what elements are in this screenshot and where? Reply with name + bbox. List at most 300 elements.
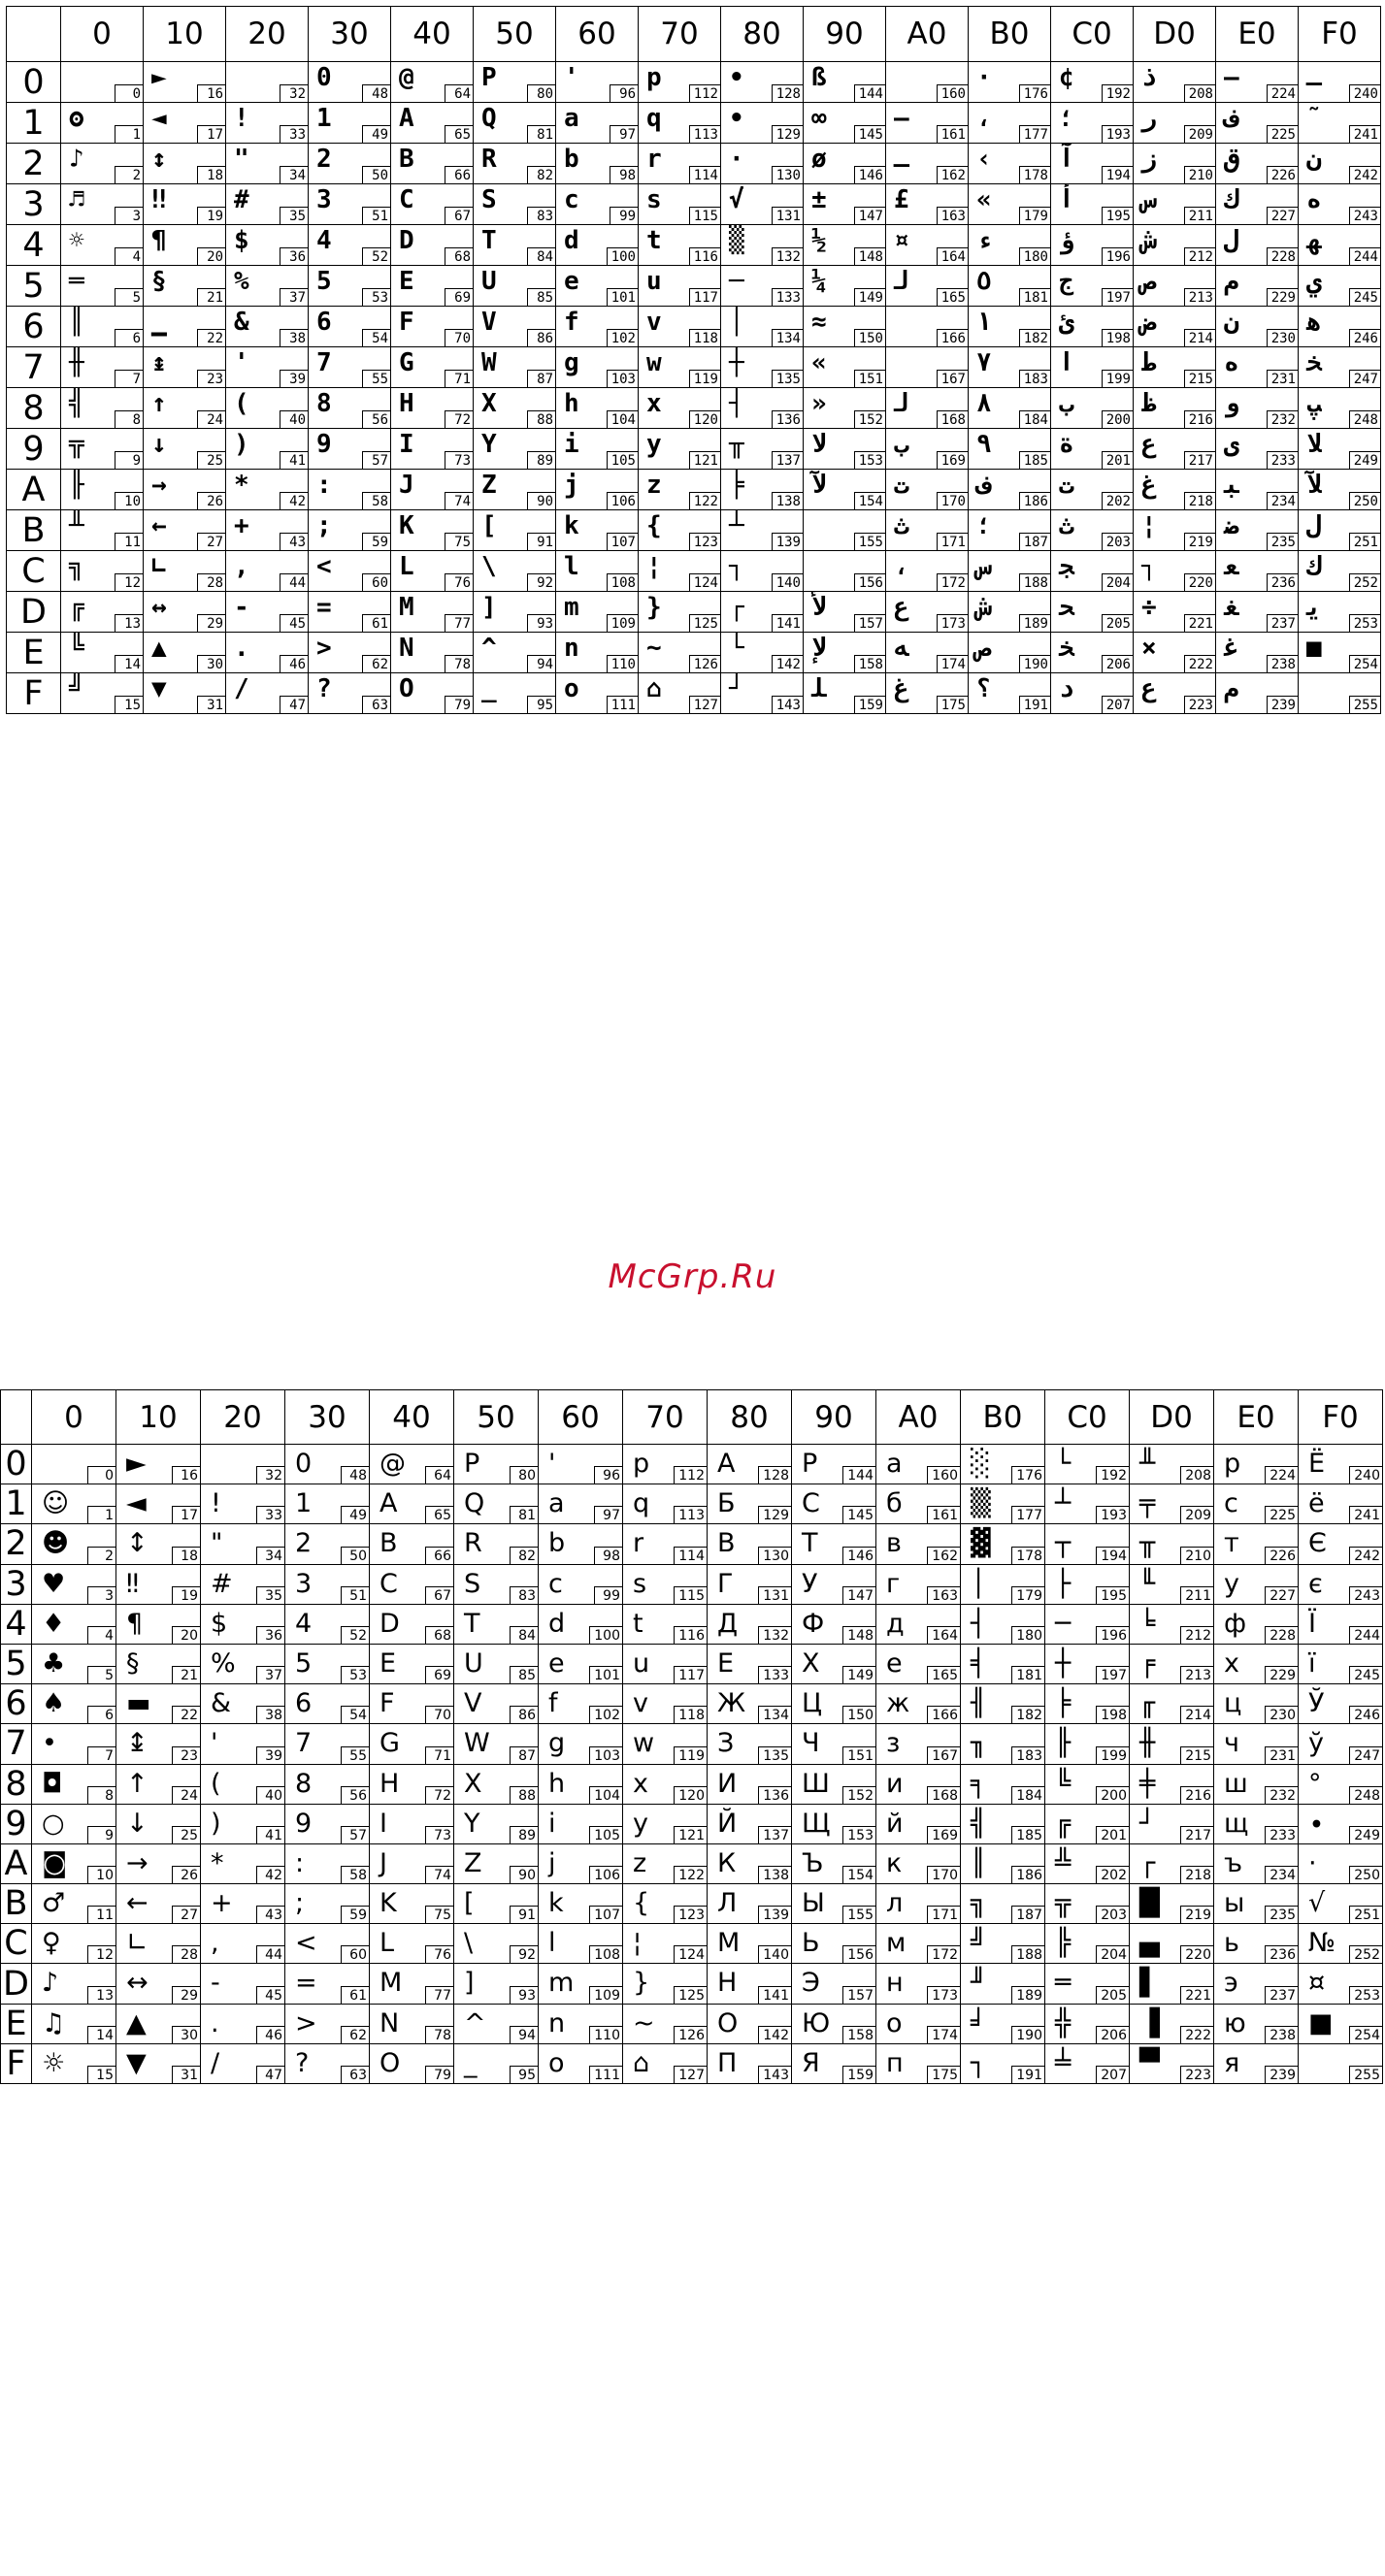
column-header: C0 bbox=[1045, 1390, 1130, 1445]
decimal-code: 223 bbox=[1180, 2066, 1213, 2083]
decimal-code: 138 bbox=[758, 1866, 791, 1883]
decimal-code: 177 bbox=[1019, 125, 1050, 143]
decimal-code: 45 bbox=[280, 614, 308, 632]
char-cell bbox=[969, 551, 1051, 592]
char-cell bbox=[474, 347, 556, 388]
char-cell bbox=[639, 347, 721, 388]
char-cell bbox=[961, 1804, 1045, 1843]
char-cell bbox=[370, 1884, 454, 1924]
glyph: ﺨ bbox=[1059, 634, 1074, 663]
decimal-code: 69 bbox=[445, 288, 473, 306]
row-header: 9 bbox=[7, 429, 61, 470]
decimal-code: 196 bbox=[1096, 1626, 1129, 1644]
char-cell bbox=[32, 1604, 116, 1644]
char-cell bbox=[804, 673, 886, 714]
char-cell bbox=[474, 673, 556, 714]
char-cell bbox=[1299, 551, 1381, 592]
char-cell bbox=[1214, 1884, 1299, 1924]
glyph: Д bbox=[717, 1608, 739, 1639]
glyph: ف bbox=[976, 471, 992, 500]
decimal-code: 205 bbox=[1102, 614, 1133, 632]
decimal-code: 253 bbox=[1349, 1986, 1382, 2004]
glyph: ё bbox=[1308, 1488, 1325, 1519]
decimal-code: 181 bbox=[1011, 1666, 1044, 1683]
decimal-code: 32 bbox=[280, 84, 308, 102]
glyph: ' bbox=[548, 1449, 556, 1479]
decimal-code: 162 bbox=[927, 1547, 960, 1564]
decimal-code: 116 bbox=[689, 247, 720, 265]
glyph: ╧ bbox=[1055, 2047, 1072, 2078]
glyph: غ bbox=[1141, 471, 1157, 500]
decimal-code: 233 bbox=[1265, 1826, 1298, 1843]
decimal-code: 170 bbox=[937, 492, 968, 509]
char-cell bbox=[886, 673, 969, 714]
decimal-code: 31 bbox=[172, 2066, 200, 2083]
glyph: I bbox=[399, 430, 414, 459]
decimal-code: 16 bbox=[197, 84, 225, 102]
char-cell bbox=[556, 388, 639, 429]
decimal-code: 229 bbox=[1267, 288, 1298, 306]
char-cell bbox=[539, 1843, 623, 1883]
decimal-code: 185 bbox=[1019, 451, 1050, 469]
row-header: E bbox=[7, 633, 61, 673]
glyph: ) bbox=[211, 1808, 221, 1839]
table-row bbox=[1, 2004, 1383, 2043]
char-cell bbox=[1299, 62, 1381, 103]
glyph: ▐ bbox=[1139, 2007, 1160, 2038]
decimal-code: 238 bbox=[1265, 2026, 1298, 2043]
char-cell bbox=[32, 1684, 116, 1724]
char-cell bbox=[539, 1604, 623, 1644]
decimal-code: 21 bbox=[197, 288, 225, 306]
decimal-code: 11 bbox=[115, 533, 143, 550]
glyph: l bbox=[564, 552, 579, 581]
glyph: ÷ bbox=[1141, 593, 1157, 622]
char-cell bbox=[804, 347, 886, 388]
decimal-code: 65 bbox=[445, 125, 473, 143]
char-cell bbox=[1214, 1644, 1299, 1683]
char-cell bbox=[623, 1924, 708, 1964]
char-cell bbox=[961, 2004, 1045, 2043]
glyph: ◙ bbox=[42, 1847, 68, 1878]
char-cell bbox=[1134, 551, 1216, 592]
decimal-code: 27 bbox=[172, 1906, 200, 1923]
column-header: 70 bbox=[623, 1390, 708, 1445]
glyph: B bbox=[399, 145, 414, 174]
char-cell bbox=[1214, 1604, 1299, 1644]
decimal-code: 255 bbox=[1349, 2066, 1382, 2083]
decimal-code: 109 bbox=[607, 614, 638, 632]
char-cell bbox=[539, 1924, 623, 1964]
char-cell bbox=[792, 1843, 876, 1883]
decimal-code: 243 bbox=[1349, 207, 1380, 224]
decimal-code: 12 bbox=[115, 573, 143, 591]
glyph: E bbox=[379, 1647, 397, 1679]
decimal-code: 57 bbox=[362, 451, 390, 469]
decimal-code: 225 bbox=[1265, 1506, 1298, 1523]
table-row bbox=[1, 1843, 1383, 1883]
char-cell bbox=[1051, 347, 1134, 388]
char-cell bbox=[1045, 1445, 1130, 1484]
column-header: B0 bbox=[969, 7, 1051, 62]
glyph: ┴ bbox=[1055, 1488, 1072, 1519]
char-cell bbox=[969, 144, 1051, 184]
decimal-code: 242 bbox=[1349, 166, 1380, 183]
decimal-code: 15 bbox=[87, 2066, 115, 2083]
decimal-code: 131 bbox=[758, 1586, 791, 1604]
decimal-code: 157 bbox=[842, 1986, 875, 2004]
char-cell bbox=[391, 592, 474, 633]
decimal-code: 30 bbox=[172, 2026, 200, 2043]
decimal-code: 201 bbox=[1102, 451, 1133, 469]
decimal-code: 202 bbox=[1102, 492, 1133, 509]
char-cell bbox=[721, 429, 804, 470]
decimal-code: 217 bbox=[1180, 1826, 1213, 1843]
glyph: № bbox=[1308, 1928, 1336, 1959]
glyph: ю bbox=[1224, 2007, 1246, 2038]
decimal-code: 46 bbox=[256, 2026, 284, 2043]
char-cell bbox=[144, 388, 226, 429]
char-cell bbox=[285, 1764, 370, 1804]
char-cell bbox=[1216, 592, 1299, 633]
decimal-code: 140 bbox=[758, 1945, 791, 1963]
table-row bbox=[1, 1924, 1383, 1964]
char-cell bbox=[1216, 144, 1299, 184]
decimal-code: 58 bbox=[362, 492, 390, 509]
char-cell bbox=[886, 266, 969, 307]
table-row bbox=[1, 1764, 1383, 1804]
char-cell bbox=[1299, 184, 1381, 225]
char-cell bbox=[309, 307, 391, 347]
decimal-code: 164 bbox=[937, 247, 968, 265]
decimal-code: 105 bbox=[589, 1826, 622, 1843]
char-cell bbox=[639, 62, 721, 103]
decimal-code: 29 bbox=[197, 614, 225, 632]
char-cell bbox=[309, 510, 391, 551]
decimal-code: 207 bbox=[1102, 696, 1133, 713]
glyph: █ bbox=[1139, 1888, 1160, 1919]
char-cell bbox=[792, 1804, 876, 1843]
row-header: 5 bbox=[1, 1644, 32, 1683]
glyph: ☺ bbox=[42, 1488, 70, 1519]
glyph: 0 bbox=[295, 1449, 313, 1479]
decimal-code: 50 bbox=[341, 1547, 369, 1564]
decimal-code: 159 bbox=[842, 2066, 875, 2083]
char-cell bbox=[116, 2004, 201, 2043]
char-cell bbox=[639, 510, 721, 551]
char-cell bbox=[1299, 510, 1381, 551]
glyph: Q bbox=[464, 1488, 485, 1519]
decimal-code: 60 bbox=[341, 1945, 369, 1963]
char-cell bbox=[886, 633, 969, 673]
glyph: 8 bbox=[316, 389, 332, 418]
decimal-code: 8 bbox=[87, 1786, 115, 1804]
char-cell bbox=[454, 1724, 539, 1764]
char-cell bbox=[32, 1445, 116, 1484]
glyph: q bbox=[646, 104, 662, 133]
glyph: ▒ bbox=[971, 1488, 991, 1519]
decimal-code: 29 bbox=[172, 1986, 200, 2004]
char-cell bbox=[961, 1445, 1045, 1484]
decimal-code: 42 bbox=[280, 492, 308, 509]
decimal-code: 5 bbox=[115, 288, 143, 306]
char-cell bbox=[370, 1964, 454, 2004]
char-cell bbox=[285, 1604, 370, 1644]
decimal-code: 211 bbox=[1184, 207, 1215, 224]
glyph: i bbox=[548, 1808, 556, 1839]
char-cell bbox=[1216, 633, 1299, 673]
glyph: ر bbox=[1141, 104, 1157, 133]
glyph: ! bbox=[234, 104, 249, 133]
decimal-code: 14 bbox=[87, 2026, 115, 2043]
decimal-code: 78 bbox=[445, 655, 473, 672]
char-cell bbox=[454, 1964, 539, 2004]
glyph: ﻼ bbox=[1306, 430, 1322, 459]
char-cell bbox=[721, 266, 804, 307]
decimal-code: 227 bbox=[1265, 1586, 1298, 1604]
char-cell bbox=[886, 551, 969, 592]
table-row bbox=[7, 347, 1381, 388]
decimal-code: 244 bbox=[1349, 247, 1380, 265]
decimal-code: 182 bbox=[1019, 329, 1050, 346]
decimal-code: 215 bbox=[1184, 370, 1215, 387]
glyph: ث bbox=[894, 511, 909, 540]
decimal-code: 47 bbox=[280, 696, 308, 713]
char-cell bbox=[1299, 1604, 1383, 1644]
glyph: ◄ bbox=[151, 104, 167, 133]
glyph: ش bbox=[1141, 226, 1157, 255]
decimal-code: 247 bbox=[1349, 1746, 1382, 1764]
decimal-code: 68 bbox=[445, 247, 473, 265]
decimal-code: 235 bbox=[1265, 1906, 1298, 1923]
glyph: ╜ bbox=[971, 1968, 987, 1999]
char-cell bbox=[969, 103, 1051, 144]
char-cell bbox=[623, 1964, 708, 2004]
glyph: U bbox=[464, 1647, 483, 1679]
glyph: Ъ bbox=[802, 1847, 824, 1878]
char-cell bbox=[391, 266, 474, 307]
char-cell bbox=[1299, 673, 1381, 714]
glyph: ╣ bbox=[971, 1808, 987, 1839]
glyph: { bbox=[646, 511, 662, 540]
char-cell bbox=[454, 1804, 539, 1843]
char-cell bbox=[226, 388, 309, 429]
column-header: 30 bbox=[309, 7, 391, 62]
glyph: ? bbox=[316, 674, 332, 703]
decimal-code: 153 bbox=[842, 1826, 875, 1843]
glyph: 7 bbox=[295, 1728, 313, 1759]
glyph: × bbox=[1141, 634, 1157, 663]
decimal-code: 84 bbox=[510, 1626, 538, 1644]
char-cell bbox=[969, 673, 1051, 714]
glyph: ) bbox=[234, 430, 249, 459]
char-cell bbox=[1299, 266, 1381, 307]
char-cell bbox=[876, 1804, 961, 1843]
char-cell bbox=[969, 62, 1051, 103]
decimal-code: 130 bbox=[772, 166, 803, 183]
char-cell bbox=[804, 633, 886, 673]
decimal-code: 228 bbox=[1265, 1626, 1298, 1644]
decimal-code: 195 bbox=[1102, 207, 1133, 224]
char-cell bbox=[639, 184, 721, 225]
decimal-code: 131 bbox=[772, 207, 803, 224]
glyph: ш bbox=[1224, 1768, 1248, 1799]
decimal-code: 244 bbox=[1349, 1626, 1382, 1644]
char-cell bbox=[32, 1884, 116, 1924]
glyph: ╪ bbox=[1139, 1768, 1156, 1799]
decimal-code: 24 bbox=[172, 1786, 200, 1804]
char-cell bbox=[556, 225, 639, 266]
char-cell bbox=[961, 1964, 1045, 2004]
glyph: ■ bbox=[1306, 634, 1322, 663]
glyph: k bbox=[564, 511, 579, 540]
char-cell bbox=[309, 347, 391, 388]
decimal-code: 225 bbox=[1267, 125, 1298, 143]
glyph: " bbox=[234, 145, 249, 174]
column-header: B0 bbox=[961, 1390, 1045, 1445]
char-cell bbox=[804, 225, 886, 266]
char-cell bbox=[1299, 1804, 1383, 1843]
char-cell bbox=[804, 184, 886, 225]
glyph: % bbox=[234, 267, 249, 296]
glyph: # bbox=[211, 1568, 233, 1599]
decimal-code: 163 bbox=[927, 1586, 960, 1604]
glyph: ◘ bbox=[42, 1768, 63, 1799]
char-cell bbox=[32, 1644, 116, 1683]
glyph: ‼ bbox=[126, 1568, 140, 1599]
char-cell bbox=[226, 673, 309, 714]
decimal-code: 96 bbox=[610, 84, 638, 102]
decimal-code: 87 bbox=[527, 370, 555, 387]
decimal-code: 224 bbox=[1267, 84, 1298, 102]
decimal-code: 38 bbox=[256, 1706, 284, 1723]
column-header: 10 bbox=[116, 1390, 201, 1445]
decimal-code: 197 bbox=[1102, 288, 1133, 306]
decimal-code: 72 bbox=[445, 410, 473, 428]
char-cell bbox=[1051, 388, 1134, 429]
char-cell bbox=[539, 1724, 623, 1764]
glyph: l bbox=[548, 1928, 556, 1959]
char-cell bbox=[721, 551, 804, 592]
char-cell bbox=[804, 266, 886, 307]
glyph: ╫ bbox=[1139, 1728, 1156, 1759]
char-cell bbox=[721, 510, 804, 551]
glyph: R bbox=[481, 145, 497, 174]
glyph: } bbox=[646, 593, 662, 622]
char-cell bbox=[309, 592, 391, 633]
glyph: \ bbox=[464, 1928, 474, 1959]
decimal-code: 17 bbox=[172, 1506, 200, 1523]
glyph: ø bbox=[811, 145, 827, 174]
row-header: A bbox=[7, 470, 61, 510]
glyph: ٩ bbox=[976, 430, 992, 459]
glyph: ┐ bbox=[971, 2047, 987, 2078]
char-cell bbox=[1051, 429, 1134, 470]
glyph: * bbox=[234, 471, 249, 500]
decimal-code: 173 bbox=[927, 1986, 960, 2004]
decimal-code: 67 bbox=[425, 1586, 453, 1604]
char-cell bbox=[721, 184, 804, 225]
glyph: \ bbox=[481, 552, 497, 581]
char-cell bbox=[226, 225, 309, 266]
glyph: ┬ bbox=[1055, 1528, 1072, 1559]
decimal-code: 118 bbox=[689, 329, 720, 346]
glyph: u bbox=[633, 1647, 650, 1679]
char-cell bbox=[1299, 1964, 1383, 2004]
decimal-code: 160 bbox=[937, 84, 968, 102]
char-cell bbox=[639, 103, 721, 144]
glyph: Y bbox=[464, 1808, 480, 1839]
decimal-code: 123 bbox=[689, 533, 720, 550]
decimal-code: 105 bbox=[607, 451, 638, 469]
char-cell bbox=[1051, 510, 1134, 551]
glyph: ╟ bbox=[69, 471, 84, 500]
glyph: 5 bbox=[295, 1647, 313, 1679]
glyph: ـ bbox=[894, 145, 909, 174]
glyph: ▓ bbox=[971, 1528, 991, 1559]
column-header: E0 bbox=[1214, 1390, 1299, 1445]
glyph: V bbox=[481, 308, 497, 337]
decimal-code: 192 bbox=[1096, 1466, 1129, 1484]
glyph: ¦ bbox=[633, 1928, 643, 1959]
decimal-code: 176 bbox=[1019, 84, 1050, 102]
decimal-code: 127 bbox=[674, 2066, 707, 2083]
char-cell bbox=[285, 1843, 370, 1883]
column-header: 90 bbox=[804, 7, 886, 62]
char-cell bbox=[1134, 470, 1216, 510]
decimal-code: 209 bbox=[1180, 1506, 1213, 1523]
char-cell bbox=[116, 1724, 201, 1764]
glyph: ═ bbox=[1055, 1968, 1072, 1999]
decimal-code: 254 bbox=[1349, 655, 1380, 672]
decimal-code: 36 bbox=[280, 247, 308, 265]
glyph: } bbox=[633, 1968, 650, 1999]
decimal-code: 97 bbox=[594, 1506, 622, 1523]
decimal-code: 166 bbox=[927, 1706, 960, 1723]
char-cell bbox=[116, 1604, 201, 1644]
decimal-code: 70 bbox=[425, 1706, 453, 1723]
glyph: C bbox=[379, 1568, 398, 1599]
decimal-code: 127 bbox=[689, 696, 720, 713]
glyph: س bbox=[976, 552, 992, 581]
glyph: ى bbox=[1224, 430, 1239, 459]
glyph: ▲ bbox=[126, 2007, 147, 2038]
char-cell bbox=[1299, 388, 1381, 429]
glyph: ض bbox=[1141, 308, 1157, 337]
char-cell bbox=[639, 144, 721, 184]
glyph: j bbox=[564, 471, 579, 500]
decimal-code: 114 bbox=[689, 166, 720, 183]
char-cell bbox=[1130, 1884, 1214, 1924]
glyph: ¦ bbox=[646, 552, 662, 581]
glyph: ■ bbox=[1308, 2007, 1334, 2038]
glyph: к bbox=[886, 1847, 903, 1878]
decimal-code: 190 bbox=[1011, 2026, 1044, 2043]
char-cell bbox=[1214, 1964, 1299, 2004]
glyph: ع bbox=[1141, 430, 1157, 459]
decimal-code: 40 bbox=[280, 410, 308, 428]
decimal-code: 208 bbox=[1180, 1466, 1213, 1484]
decimal-code: 114 bbox=[674, 1547, 707, 1564]
decimal-code: 64 bbox=[445, 84, 473, 102]
glyph: o bbox=[564, 674, 579, 703]
char-cell bbox=[556, 266, 639, 307]
decimal-code: 10 bbox=[115, 492, 143, 509]
column-header: 0 bbox=[32, 1390, 116, 1445]
char-cell bbox=[1216, 103, 1299, 144]
decimal-code: 93 bbox=[527, 614, 555, 632]
decimal-code: 157 bbox=[854, 614, 885, 632]
